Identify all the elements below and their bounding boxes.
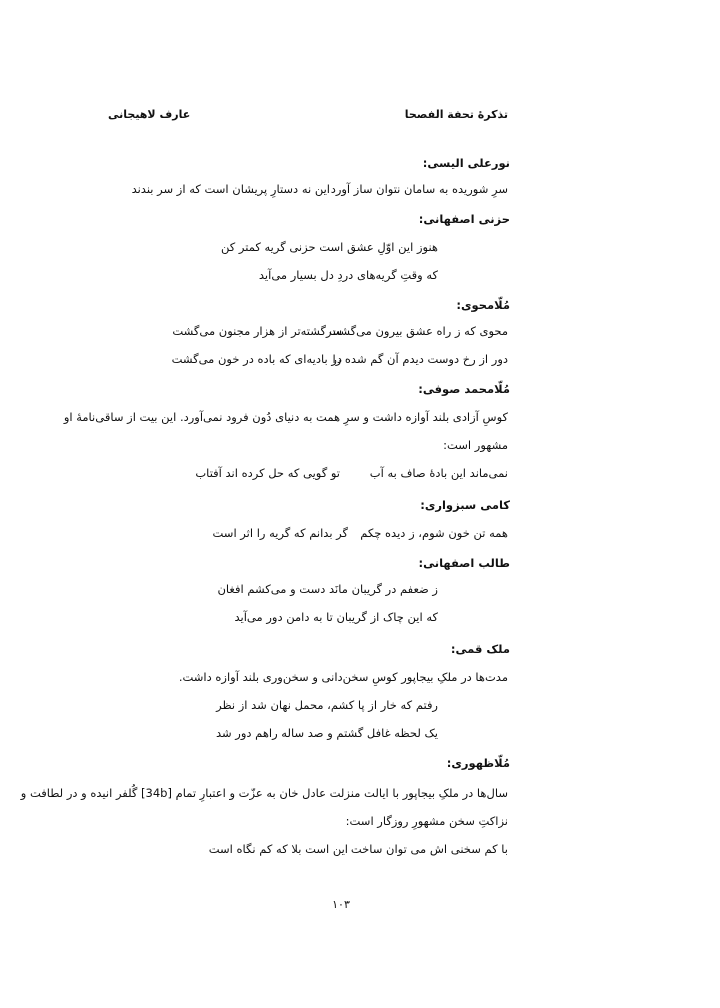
couplet-first-hemistich: نمی‌ماند این بادهٔ صاف به آب (369, 466, 508, 480)
couplet-second-hemistich: تو گویی که حل کرده اند آفتاب (195, 466, 340, 480)
entry-heading: ملک قمی: (450, 642, 510, 656)
entry-heading: حزنی اصفهانی: (418, 212, 510, 226)
running-header-author: عارف لاهیجانی (108, 108, 191, 121)
couplet-second-hemistich: سرگشته‌تر از هزار مجنون می‌گشت (172, 324, 342, 338)
couplet-first-hemistich: همه تن خون شوم، ز دیده چکم (360, 526, 508, 540)
prose-line: مشهور است: (443, 438, 508, 452)
couplet-first-hemistich: محوی که ز راه عشق بیرون می‌گشت (329, 324, 508, 338)
prose-line: مدت‌ها در ملکِ بیجاپور کوسِ سخن‌دانی و سخن‌وری بلند آوازه داشت. (178, 670, 508, 684)
entry-heading: مُلّامحمد صوفی: (418, 382, 510, 396)
entry-heading: مُلّاظهوری: (446, 756, 510, 770)
couplet-first-hemistich: سرِ شوریده به سامان نتوان ساز آورد (330, 182, 508, 196)
prose-line: کوسِ آزادی بلند آوازه داشت و سرِ همت به دنیای دُون فرود نمی‌آورد. این بیت از ساقی‌نامهٔ او (63, 410, 508, 424)
entry-heading: مُلّامحوی: (456, 298, 510, 312)
verse-line: ز ضعفم در گریبان مانَد دست و می‌کشم افغان (217, 582, 438, 596)
entry-heading: کامی سبزواری: (420, 498, 510, 512)
verse-line: هنوز این اوّلِ عشق است حزنی گریه کمتر کن (221, 240, 438, 254)
verse-line: که وقتِ گریه‌های دردِ دل بسیار می‌آید (258, 268, 438, 282)
verse-line: که این چاک از گریبان تا به دامن دور می‌آید (234, 610, 438, 624)
couplet-second-hemistich: این است بلا که کم نگاه است (208, 842, 348, 856)
couplet-second-hemistich: گر بدانم که گریه را اثر است (212, 526, 348, 540)
entry-heading: نورعلی الیسی: (422, 156, 510, 170)
couplet-first-hemistich: دور از رخ دوست دیدم آن گم شده را (332, 352, 508, 366)
couplet-second-hemistich: در بادیه‌ای که باده در خون می‌گشت (171, 352, 342, 366)
verse-line: رفتم که خار از پا کشم، محمل نهان شد از نظر (216, 698, 438, 712)
prose-line: سال‌ها در ملکِ بیجاپور با ایالت منزلت عادل خان به عزّت و اعتبارِ تمام [34b] گُلفر انیده و در لطافت و (20, 786, 508, 800)
entry-heading: طالب اصفهانی: (418, 556, 510, 570)
prose-line: نزاکتِ سخن مشهورِ روزگار است: (345, 814, 508, 828)
couplet-second-hemistich: این نه دستارِ پریشان است که از سر بندند (131, 182, 330, 196)
couplet-first-hemistich: با کم سخنی اش می توان ساخت (350, 842, 508, 856)
running-header-title: تذکرۀ تحفة الفصحا (404, 108, 508, 121)
verse-line: یک لحظه غافل گشتم و صد ساله راهم دور شد (215, 726, 438, 740)
page-number: ۱۰۳ (332, 898, 350, 911)
